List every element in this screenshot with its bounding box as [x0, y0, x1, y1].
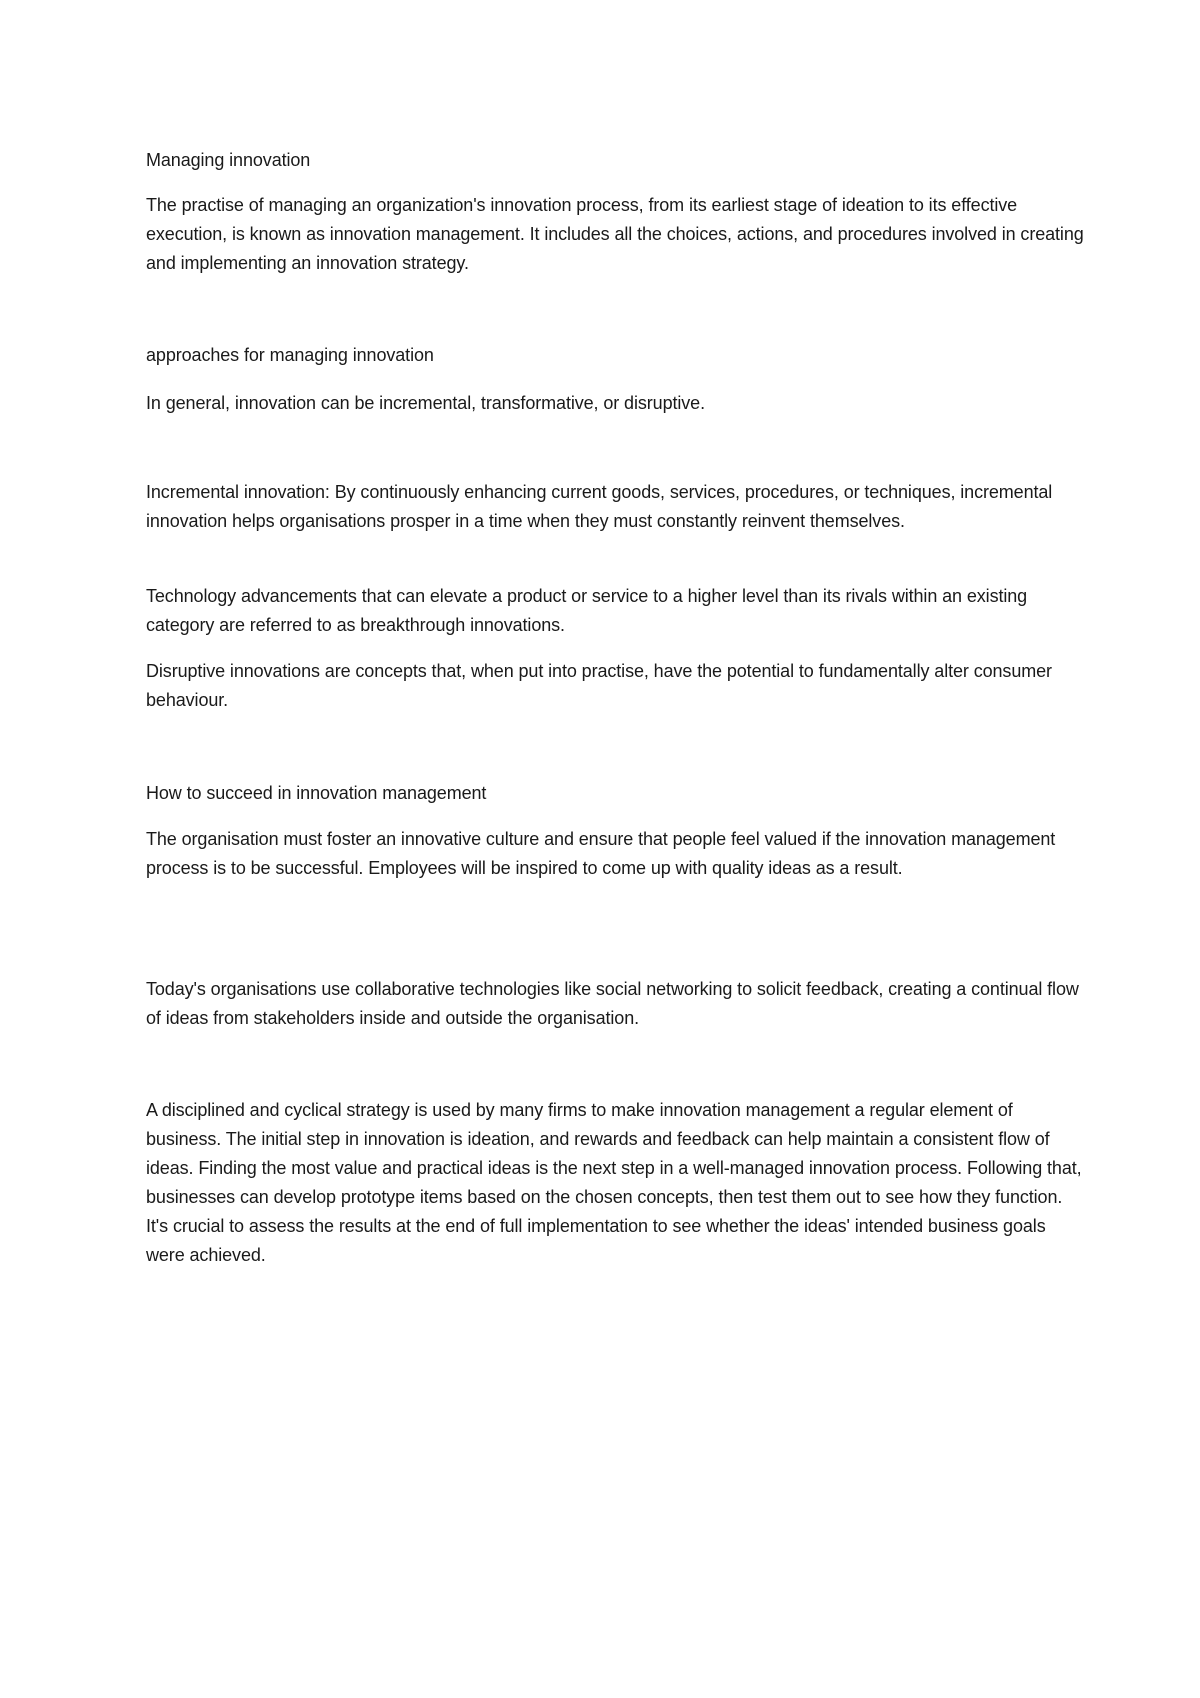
- paragraph-collaborative: Today's organisations use collaborative technologies like social networking to solicit feedback, creating a continual flow of ideas from stakeholders inside and outside the organisation.: [146, 979, 1079, 1028]
- paragraph-technology: Technology advancements that can elevate a product or service to a higher level than its rivals within an existing category are referred to as breakthrough innovations.: [146, 586, 1028, 635]
- paragraph-culture: The organisation must foster an innovative culture and ensure that people feel valued if the innovation management process is to be successful. Employees will be inspired to come up with quality ideas as a result.: [146, 829, 1056, 878]
- heading-approaches: approaches for managing innovation: [146, 345, 434, 365]
- paragraph-disruptive: Disruptive innovations are concepts that, when put into practise, have the potential to fundamentally alter consumer behaviour.: [146, 661, 1052, 710]
- heading-how-to-succeed: How to succeed in innovation management: [146, 783, 487, 803]
- paragraph-general: In general, innovation can be incremental, transformative, or disruptive.: [146, 393, 705, 413]
- heading-managing-innovation: Managing innovation: [146, 150, 311, 170]
- paragraph-incremental: Incremental innovation: By continuously enhancing current goods, services, procedures, or techniques, incremental innovation helps organisations prosper in a time when they must constantly reinvent themselves.: [146, 482, 1053, 531]
- paragraph-intro: The practise of managing an organization's innovation process, from its earliest stage of ideation to its effective execution, is known as innovation management. It includes all the choices, actions, and procedures involved in creating and implementing an innovation strategy.: [146, 195, 1084, 273]
- paragraph-disciplined: A disciplined and cyclical strategy is used by many firms to make innovation management a regular element of business. The initial step in innovation is ideation, and rewards and feedback can help maintain a consistent flow of ideas. Finding the most value and practical ideas is the next step in a well-managed innovation process. Following that, businesses can develop prototype items based on the chosen concepts, then test them out to see how they function. It's crucial to assess the results at the end of full implementation to see whether the ideas' intended business goals were achieved.: [146, 1100, 1082, 1265]
